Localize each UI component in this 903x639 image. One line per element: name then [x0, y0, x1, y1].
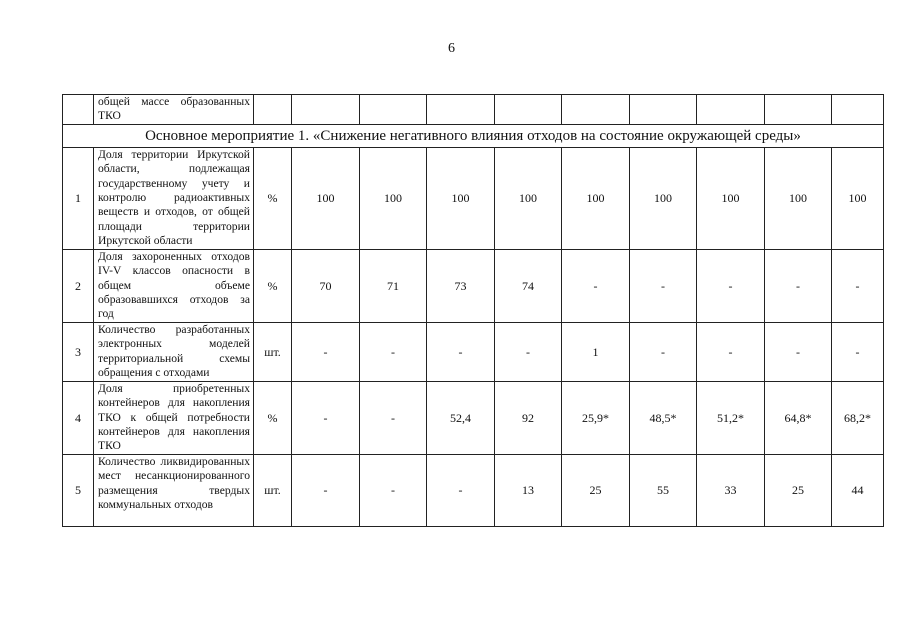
cell-unit: шт. [254, 454, 292, 526]
table-row-continuation [63, 95, 884, 125]
cell-value: 92 [495, 381, 562, 454]
cell-value: 25 [562, 454, 630, 526]
cell-value: 100 [562, 147, 630, 249]
cell-value: - [765, 249, 832, 322]
cell-value: 48,5* [630, 381, 697, 454]
cell-value: - [697, 322, 765, 381]
cell-num: 2 [63, 249, 94, 322]
cell-value: 100 [832, 147, 884, 249]
cell-value: 74 [495, 249, 562, 322]
cell-value: - [832, 322, 884, 381]
cell-value: - [630, 322, 697, 381]
cell-value: - [360, 381, 427, 454]
cell-num [63, 95, 94, 125]
cell-name: Количество разработанных электронных моделей территориальной схемы обращения с отходами [94, 322, 254, 381]
cell-value: 1 [562, 322, 630, 381]
cell-name: Доля захороненных отходов IV-V классов опасности в общем объеме образовавшихся отходов за год [94, 249, 254, 322]
cell-value [630, 95, 697, 125]
cell-num: 5 [63, 454, 94, 526]
cell-value: 44 [832, 454, 884, 526]
cell-num: 3 [63, 322, 94, 381]
cell-unit: % [254, 249, 292, 322]
cell-value: 25,9* [562, 381, 630, 454]
indicators-table [62, 94, 884, 527]
cell-value: - [427, 322, 495, 381]
cell-unit: % [254, 147, 292, 249]
cell-unit [254, 95, 292, 125]
cell-value: - [292, 322, 360, 381]
cell-name: Количество ликвидированных мест несанкционированного размещения твердых коммунальных отходов [94, 454, 254, 526]
cell-value: - [292, 381, 360, 454]
cell-value: - [360, 454, 427, 526]
cell-value: - [630, 249, 697, 322]
cell-name: Доля приобретенных контейнеров для накопления ТКО к общей потребности контейнеров для накопления ТКО [94, 381, 254, 454]
cell-num: 4 [63, 381, 94, 454]
table-row [63, 381, 884, 454]
cell-value: - [697, 249, 765, 322]
cell-value [360, 95, 427, 125]
cell-value: 71 [360, 249, 427, 322]
cell-value: - [427, 454, 495, 526]
cell-value [562, 95, 630, 125]
cell-value: - [832, 249, 884, 322]
cell-value: 55 [630, 454, 697, 526]
cell-value: - [292, 454, 360, 526]
cell-value: - [562, 249, 630, 322]
cell-value: 73 [427, 249, 495, 322]
page-number: 6 [448, 41, 455, 56]
cell-value: 100 [360, 147, 427, 249]
cell-value [832, 95, 884, 125]
cell-value: 13 [495, 454, 562, 526]
cell-value [765, 95, 832, 125]
cell-value: 25 [765, 454, 832, 526]
cell-value: - [360, 322, 427, 381]
cell-value: 51,2* [697, 381, 765, 454]
cell-value: 33 [697, 454, 765, 526]
cell-value: - [765, 322, 832, 381]
cell-value: 100 [765, 147, 832, 249]
cell-value: 100 [495, 147, 562, 249]
table-row [63, 454, 884, 526]
table-row-section [63, 124, 884, 147]
cell-unit: % [254, 381, 292, 454]
cell-name: общей массе образованных ТКО [94, 95, 254, 125]
table-row [63, 249, 884, 322]
cell-unit: шт. [254, 322, 292, 381]
cell-value: 68,2* [832, 381, 884, 454]
cell-value: 64,8* [765, 381, 832, 454]
table-row [63, 322, 884, 381]
section-title: Основное мероприятие 1. «Снижение негативного влияния отходов на состояние окружающей среды» [63, 124, 884, 147]
cell-value: 100 [697, 147, 765, 249]
cell-value: 100 [630, 147, 697, 249]
cell-value: 100 [292, 147, 360, 249]
cell-value [292, 95, 360, 125]
cell-num: 1 [63, 147, 94, 249]
cell-value [427, 95, 495, 125]
table-row [63, 147, 884, 249]
cell-value: 52,4 [427, 381, 495, 454]
cell-name: Доля территории Иркутской области, подлежащая государственному учету и контролю радиоактивных веществ и отходов, от общей площади территории Иркутской области [94, 147, 254, 249]
cell-value: 70 [292, 249, 360, 322]
cell-value: - [495, 322, 562, 381]
cell-value: 100 [427, 147, 495, 249]
cell-value [495, 95, 562, 125]
cell-value [697, 95, 765, 125]
